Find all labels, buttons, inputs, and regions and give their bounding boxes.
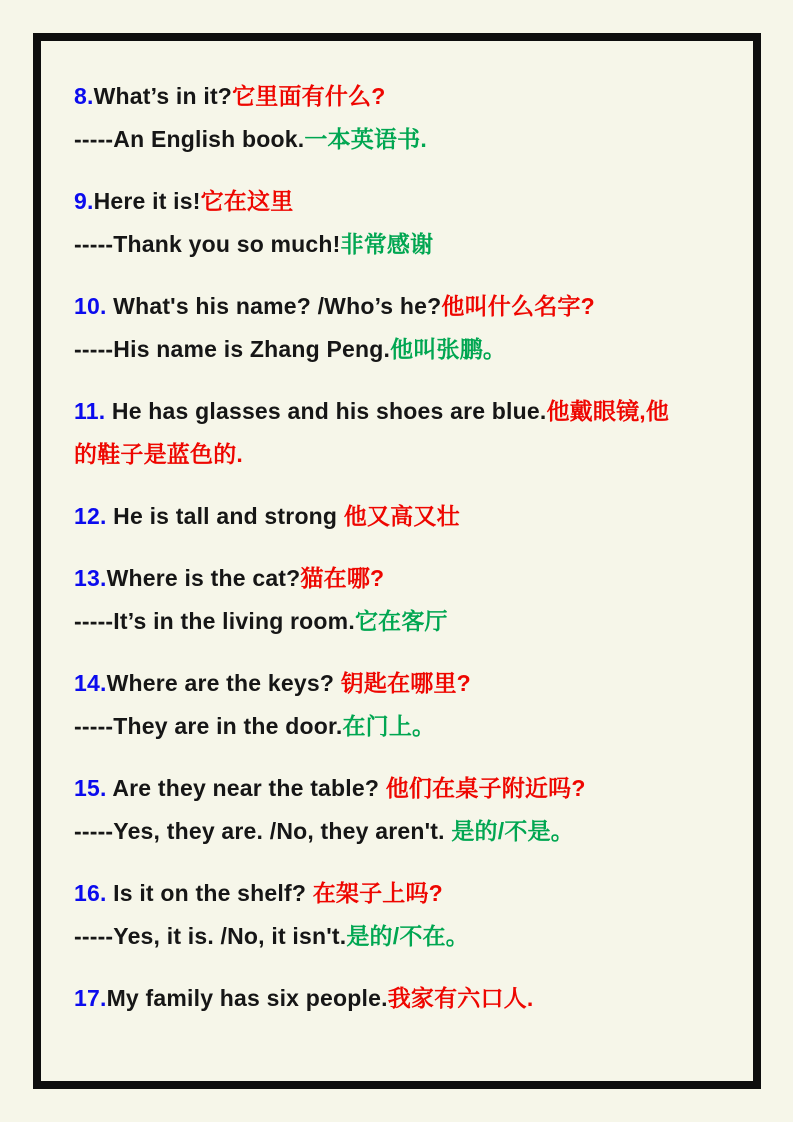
qa-english-text: Are they near the table? <box>112 775 386 801</box>
qa-number: 17. <box>74 985 107 1011</box>
qa-item <box>74 662 749 748</box>
qa-item <box>74 390 749 476</box>
qa-english-text: Where are the keys? <box>106 670 341 696</box>
qa-number: 12. <box>74 503 114 529</box>
qa-question-translation: 它里面有什么? <box>232 83 386 109</box>
qa-english-text: -----His name is Zhang Peng. <box>74 336 391 362</box>
qa-english-text: Is it on the shelf? <box>113 880 313 906</box>
qa-question-translation: 我家有六口人. <box>387 985 534 1011</box>
qa-item <box>74 557 749 643</box>
content-frame <box>33 33 761 1089</box>
qa-line <box>74 180 749 223</box>
qa-line <box>74 118 749 161</box>
qa-number: 16. <box>74 880 114 906</box>
qa-answer-translation: 在门上。 <box>342 713 436 739</box>
qa-line <box>74 600 749 643</box>
qa-item <box>74 180 749 266</box>
qa-answer-translation: 他叫张鹏。 <box>390 336 507 362</box>
qa-item <box>74 872 749 958</box>
qa-item <box>74 495 749 538</box>
qa-question-translation: 在架子上吗? <box>312 880 443 906</box>
qa-english-text: -----An English book. <box>74 126 305 152</box>
qa-line <box>74 810 749 853</box>
qa-line <box>74 433 749 476</box>
qa-english-text: What’s in it? <box>93 83 233 109</box>
qa-question-translation: 的鞋子是蓝色的. <box>74 441 243 467</box>
qa-english-text: -----Yes, it is. /No, it isn't. <box>74 923 347 949</box>
qa-number: 11. <box>74 398 112 424</box>
qa-line <box>74 285 749 328</box>
qa-question-translation: 它在这里 <box>200 188 294 214</box>
qa-english-text: -----Yes, they are. /No, they aren't. <box>74 818 452 844</box>
qa-line <box>74 495 749 538</box>
qa-number: 10. <box>74 293 114 319</box>
qa-number: 15. <box>74 775 113 801</box>
qa-english-text: Here it is! <box>93 188 201 214</box>
qa-line <box>74 767 749 810</box>
qa-line <box>74 328 749 371</box>
qa-line <box>74 557 749 600</box>
qa-answer-translation: 是的/不是。 <box>451 818 574 844</box>
qa-line <box>74 75 749 118</box>
qa-answer-translation: 是的/不在。 <box>346 923 469 949</box>
qa-question-translation: 他叫什么名字? <box>441 293 595 319</box>
qa-english-text: -----It’s in the living room. <box>74 608 355 634</box>
qa-number: 9. <box>74 188 94 214</box>
qa-line <box>74 223 749 266</box>
qa-item <box>74 767 749 853</box>
qa-line <box>74 390 749 433</box>
qa-line <box>74 915 749 958</box>
qa-english-text: -----Thank you so much! <box>74 231 341 257</box>
qa-question-translation: 他们在桌子附近吗? <box>385 775 586 801</box>
qa-number: 14. <box>74 670 107 696</box>
qa-answer-translation: 它在客厅 <box>354 608 448 634</box>
qa-item <box>74 285 749 371</box>
qa-line <box>74 662 749 705</box>
qa-number: 13. <box>74 565 107 591</box>
qa-english-text: Where is the cat? <box>106 565 301 591</box>
qa-line <box>74 872 749 915</box>
qa-english-text: He has glasses and his shoes are blue. <box>111 398 547 424</box>
qa-question-translation: 钥匙在哪里? <box>340 670 471 696</box>
qa-item <box>74 977 749 1020</box>
qa-english-text: He is tall and strong <box>113 503 344 529</box>
qa-item <box>74 75 749 161</box>
qa-answer-translation: 一本英语书. <box>304 126 427 152</box>
qa-question-translation: 他又高又壮 <box>343 503 460 529</box>
qa-english-text: What's his name? /Who’s he? <box>113 293 442 319</box>
qa-english-text: -----They are in the door. <box>74 713 343 739</box>
qa-question-translation: 猫在哪? <box>300 565 385 591</box>
qa-list <box>41 41 753 1020</box>
qa-line <box>74 977 749 1020</box>
qa-english-text: My family has six people. <box>106 985 388 1011</box>
qa-number: 8. <box>74 83 94 109</box>
qa-answer-translation: 非常感谢 <box>340 231 434 257</box>
qa-line <box>74 705 749 748</box>
qa-question-translation: 他戴眼镜,他 <box>546 398 670 424</box>
